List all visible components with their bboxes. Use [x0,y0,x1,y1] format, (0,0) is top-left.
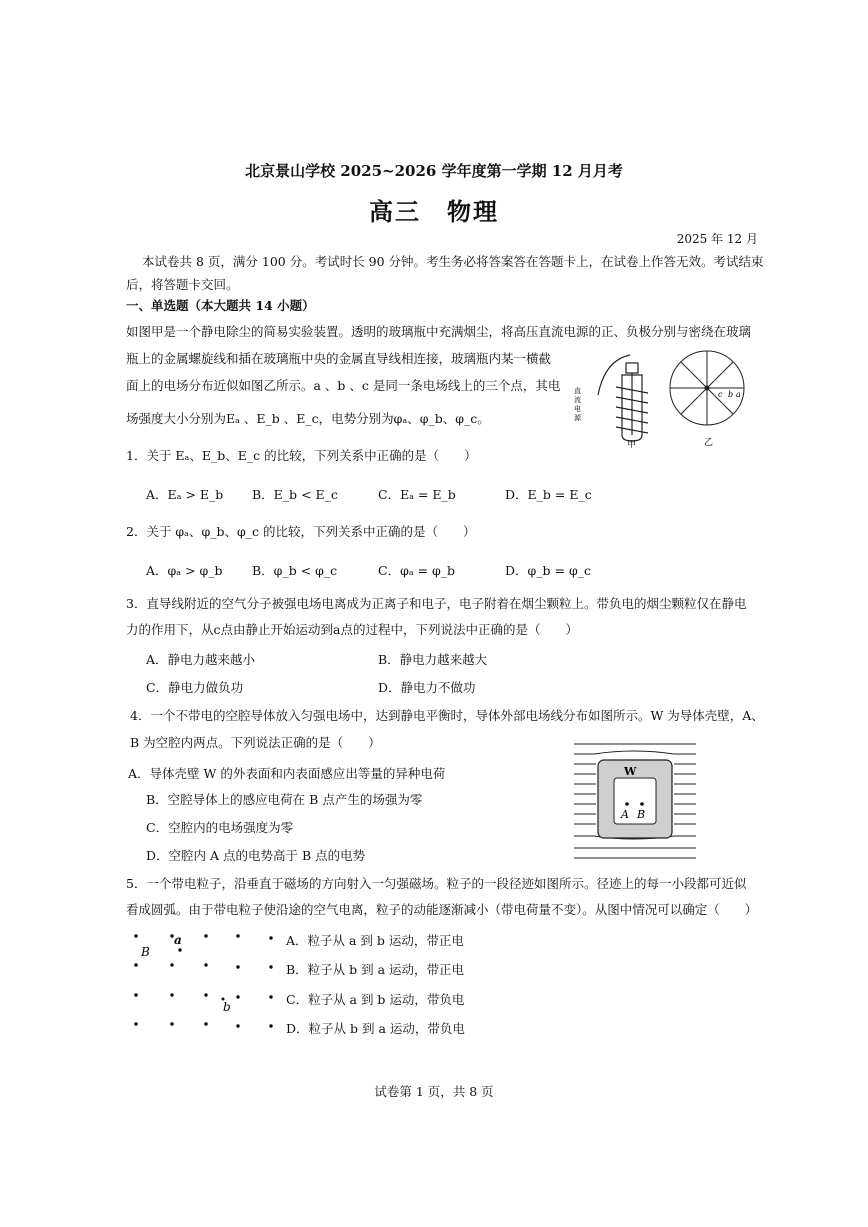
page-footer: 试卷第 1 页，共 8 页 [374,1084,494,1099]
q1-option-a[interactable]: A．Eₐ > E_b [146,487,224,502]
label-magnetic-b: B [141,945,150,959]
instructions-line2: 后，将答题卡交回。 [126,277,239,292]
figure-electrostatic-precipitator [570,345,760,450]
point-b: b [728,390,734,399]
point-a-dot [625,802,629,806]
q3-option-a[interactable]: A．静电力越来越小 [146,652,256,667]
q2-option-a[interactable]: A．φₐ > φ_b [146,563,223,578]
q4-option-c[interactable]: C．空腔内的电场强度为零 [146,820,294,835]
label-a: A [621,808,629,821]
bottle-diagram [598,355,648,441]
q5-line1: 5．一个带电粒子，沿垂直于磁场的方向射入一匀强磁场。粒子的一段径迹如图所示。径迹上的每一小段都可近似 [126,876,747,891]
power-label: 直 [574,387,581,395]
q2-stem: 2．关于 φₐ、φ_b、φ_c 的比较，下列关系中正确的是（ ） [126,524,476,539]
q1-option-c[interactable]: C．Eₐ = E_b [378,487,456,502]
intro-line3: 面上的电场分布近似如图乙所示。a 、b 、c 是同一条电场线上的三个点，其电 [126,378,561,393]
label-b: b [223,1000,231,1014]
q5-line2: 看成圆弧。由于带电粒子使沿途的空气电离，粒子的动能逐渐减小（带电荷量不变）。从图中情况可以确定（ ） [126,902,758,917]
label-yi: 乙 [704,438,714,448]
power-label-4: 源 [574,414,581,422]
q5-option-c[interactable]: C．粒子从 a 到 b 运动，带负电 [286,992,465,1007]
section-heading: 一、单选题（本大题共 14 小题） [126,298,315,313]
exam-title: 北京景山学校 2025~2026 学年度第一学期 12 月月考 [245,162,623,180]
q4-line2: B 为空腔内两点。下列说法正确的是（ ） [130,735,381,750]
q2-option-d[interactable]: D．φ_b = φ_c [505,563,591,578]
point-b-dot [640,802,644,806]
q4-option-a[interactable]: A．导体壳壁 W 的外表面和内表面感应出等量的异种电荷 [128,766,446,781]
q4-line1: 4．一个不带电的空腔导体放入匀强电场中，达到静电平衡时，导体外部电场线分布如图所示。W 为导体壳壁，A、 [130,708,764,723]
power-label-3: 电 [574,405,581,413]
figure-conductor-cavity [570,738,700,864]
q2-option-b[interactable]: B．φ_b < φ_c [252,563,338,578]
intro-line4: 场强度大小分别为Eₐ 、E_b 、E_c，电势分别为φₐ、φ_b、φ_c。 [126,411,490,426]
q5-option-b[interactable]: B．粒子从 b 到 a 运动，带正电 [286,962,465,977]
point-c: c [718,390,723,399]
figure-magnetic-field [126,926,286,1036]
q1-option-b[interactable]: B．E_b < E_c [252,487,338,502]
q2-option-c[interactable]: C．φₐ = φ_b [378,563,456,578]
q3-option-c[interactable]: C．静电力做负功 [146,680,244,695]
q4-option-b[interactable]: B．空腔导体上的感应电荷在 B 点产生的场强为零 [146,792,423,807]
exam-date: 2025 年 12 月 [676,232,758,246]
power-label-2: 流 [574,396,581,404]
q1-option-d[interactable]: D．E_b = E_c [505,487,592,502]
intro-line2: 瓶上的金属螺旋线和插在玻璃瓶中央的金属直导线相连接，玻璃瓶内某一横截 [126,351,552,366]
q4-option-d[interactable]: D．空腔内 A 点的电势高于 B 点的电势 [146,848,366,863]
label-w: W [624,765,637,778]
intro-line1: 如图甲是一个静电除尘的简易实验装置。透明的玻璃瓶中充满烟尘，将高压直流电源的正、负极分别与密绕在玻璃 [126,324,752,339]
exam-subject: 高三 物理 [369,197,499,226]
field-dots [134,934,272,1027]
q3-line2: 力的作用下，从c点由静止开始运动到a点的过程中，下列说法中正确的是（ ） [126,622,578,637]
q5-option-a[interactable]: A．粒子从 a 到 b 运动，带正电 [286,933,464,948]
q5-option-d[interactable]: D．粒子从 b 到 a 运动，带负电 [286,1021,465,1036]
q3-option-d[interactable]: D．静电力不做功 [378,680,476,695]
radial-field-diagram [670,351,744,425]
q3-option-b[interactable]: B．静电力越来越大 [378,652,488,667]
point-a: a [736,390,741,399]
instructions-line1: 本试卷共 8 页，满分 100 分。考试时长 90 分钟。考生务必将答案答在答题卡上，在试卷上作答无效。考试结束 [142,254,764,269]
q3-line1: 3．直导线附近的空气分子被强电场电离成为正离子和电子，电子附着在烟尘颗粒上。带负电的烟尘颗粒仅在静电 [126,596,747,611]
label-a: a [174,933,182,947]
label-jia: 甲 [627,440,637,450]
q1-stem: 1．关于 Eₐ、E_b、E_c 的比较，下列关系中正确的是（ ） [126,448,477,463]
label-b: B [637,808,646,821]
